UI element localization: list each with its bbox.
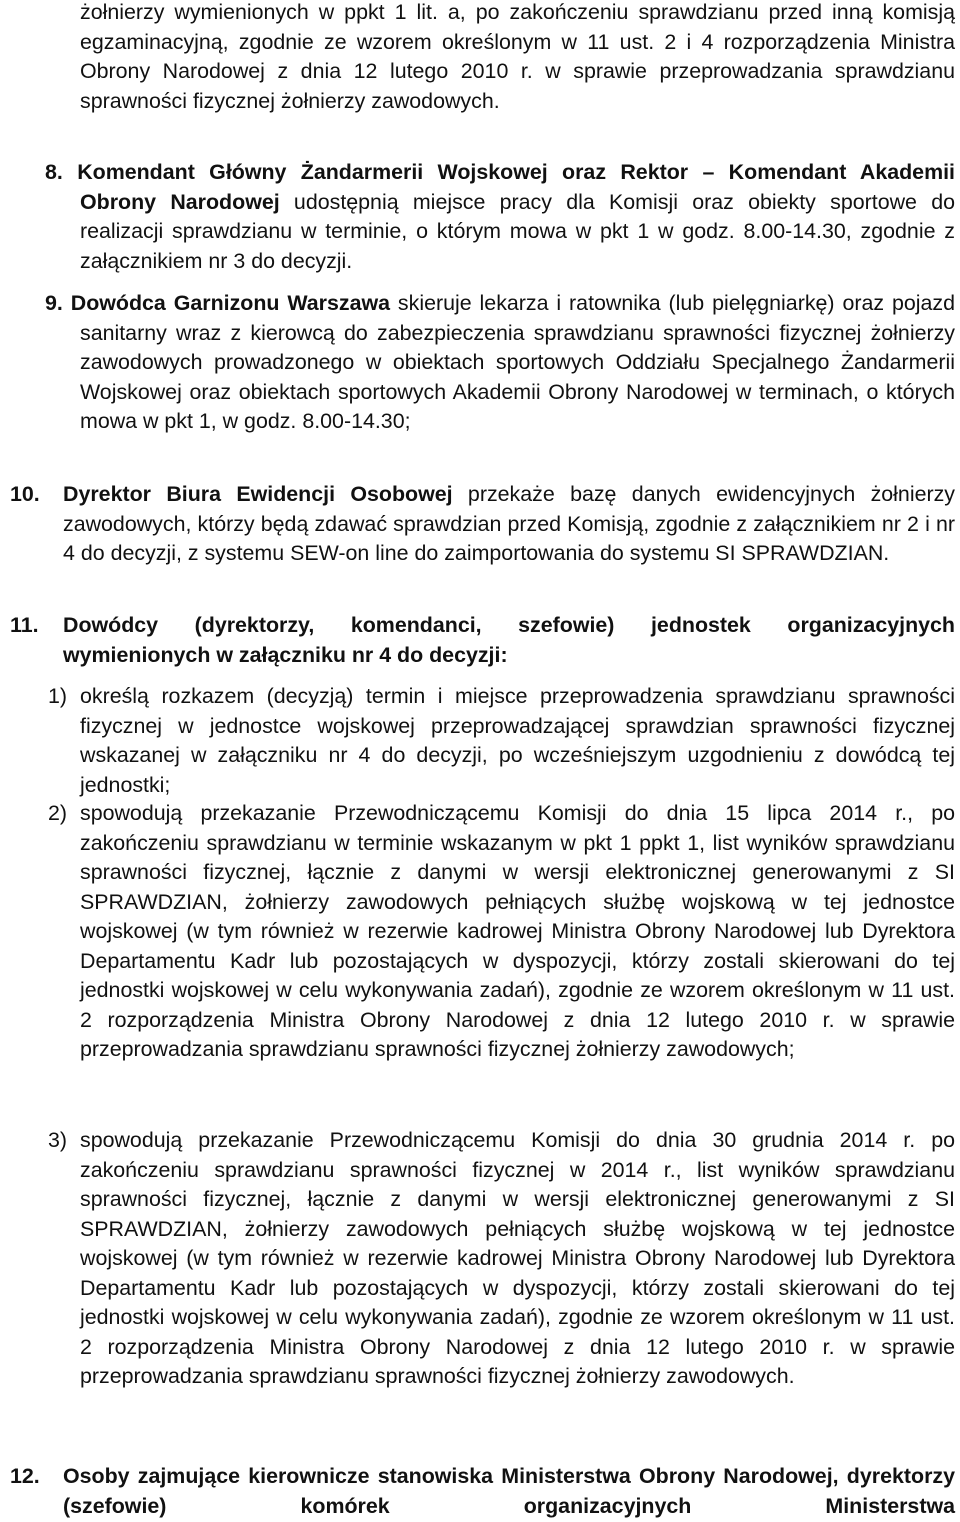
list-item-number: 2) — [48, 801, 68, 825]
section-10 — [63, 480, 955, 569]
list-item-number: 1) — [48, 684, 68, 708]
section-9 — [45, 289, 955, 437]
section-10-number: 10. — [10, 482, 40, 506]
section-12-heading: Osoby zajmujące kierownicze stanowiska Ministerstwa Obrony Narodowej, dyrektorzy (szefowie) komórek organizacyjnych Ministerstwa — [63, 1464, 955, 1518]
list-item: spowodują przekazanie Przewodniczącemu Komisji do dnia 15 lipca 2014 r., po zakończeniu sprawdzianu w terminie wskazanym w pkt 1 ppkt 1, list wyników sprawdzianu sprawności fizycznej, łącznie z danymi w wersji elektronicznej generowanymi z SI SPRAWDZIAN, żołnierzy zawodowych pełniących służbę wojskową w tej jednostce wojskowej (w tym również w rezerwie kadrowej Ministra Obrony Narodowej lub Dyrektora Departamentu Kadr lub pozostających w dyspozycji, którzy zostali skierowani do tej jednostki wojskowej w celu wykonywania zadań), zgodnie ze wzorem określonym w 11 ust. 2 rozporządzenia Ministra Obrony Narodowej z dnia 12 lutego 2010 r. w sprawie przeprowadzania sprawdzianu sprawności fizycznej żołnierzy zawodowych; — [80, 801, 955, 1061]
section-11-number: 11. — [10, 613, 39, 637]
section-8-text: udostępnią miejsce pracy dla Komisji oraz obiekty sportowe do realizacji sprawdzianu w terminie, o którym mowa w pkt 1 w godz. 8.00-14.30, zgodnie z załącznikiem nr 3 do decyzji. — [80, 189, 955, 273]
section-8-number: 8. — [45, 160, 63, 184]
list-item-number: 3) — [48, 1128, 68, 1152]
section-11-heading: Dowódcy (dyrektorzy, komendanci, szefowie) jednostek organizacyjnych wymienionych w załączniku nr 4 do decyzji: — [63, 613, 955, 667]
intro-text: żołnierzy wymienionych w ppkt 1 lit. a, po zakończeniu sprawdzianu przed inną komisją egzaminacyjną, zgodnie ze wzorem określonym w 11 ust. 2 i 4 rozporządzenia Ministra Obrony Narodowej z dnia 12 lutego 2010 r. w sprawie przeprowadzania sprawdzianu sprawności fizycznej żołnierzy zawodowych. — [80, 0, 955, 113]
list-item: określą rozkazem (decyzją) termin i miejsce przeprowadzenia sprawdzianu sprawności fizycznej w jednostce wojskowej przeprowadzającej sprawdzian sprawności fizycznej wskazanej w załączniku nr 4 do decyzji, po wcześniejszym uzgodnieniu z dowódcą tej jednostki; — [80, 684, 955, 797]
section-9-number: 9. — [45, 291, 63, 315]
section-8-subject: Komendant Główny Żandarmerii Wojskowej oraz Rektor – Komendant Akademii Obrony Narodowej — [77, 160, 955, 214]
section-9-subject: Dowódca Garnizonu Warszawa — [70, 291, 391, 315]
section-10-text: przekaże bazę danych ewidencyjnych żołnierzy zawodowych, którzy będą zdawać sprawdzian przed Komisją, zgodnie z załącznikiem nr 2 i nr 4 do decyzji, z systemu SEW-on line do zaimportowania do systemu SI SPRAWDZIAN. — [63, 482, 955, 565]
section-8 — [45, 158, 955, 276]
list-item: spowodują przekazanie Przewodniczącemu Komisji do dnia 30 grudnia 2014 r. po zakończeniu sprawdzianu sprawności fizycznej w 2014 r., list wyników sprawdzianu sprawności fizycznej, łącznie z danymi w wersji elektronicznej generowanymi z SI SPRAWDZIAN, żołnierzy zawodowych pełniących służbę wojskową w tej jednostce wojskowej (w tym również w rezerwie kadrowej Ministra Obrony Narodowej lub Dyrektora Departamentu Kadr lub pozostających w dyspozycji, którzy zostali skierowani do tej jednostki wojskowej w celu wykonywania zadań), zgodnie ze wzorem określonym w 11 ust. 2 rozporządzenia Ministra Obrony Narodowej z dnia 12 lutego 2010 r. w sprawie przeprowadzania sprawdzianu sprawności fizycznej żołnierzy zawodowych. — [80, 1128, 955, 1388]
section-10-subject: Dyrektor Biura Ewidencji Osobowej — [63, 482, 453, 506]
section-12-number: 12. — [10, 1464, 40, 1488]
section-9-text: skieruje lekarza i ratownika (lub pielęgniarkę) oraz pojazd sanitarny wraz z kierowcą do zabezpieczenia sprawdzianu sprawności fizycznej żołnierzy zawodowych prowadzonego w obiektach sportowych Oddziału Specjalnego Żandarmerii Wojskowej oraz obiektach sportowych Akademii Obrony Narodowej w terminach, o których mowa w pkt 1, w godz. 8.00-14.30; — [80, 291, 955, 433]
intro-paragraph — [80, 0, 955, 116]
